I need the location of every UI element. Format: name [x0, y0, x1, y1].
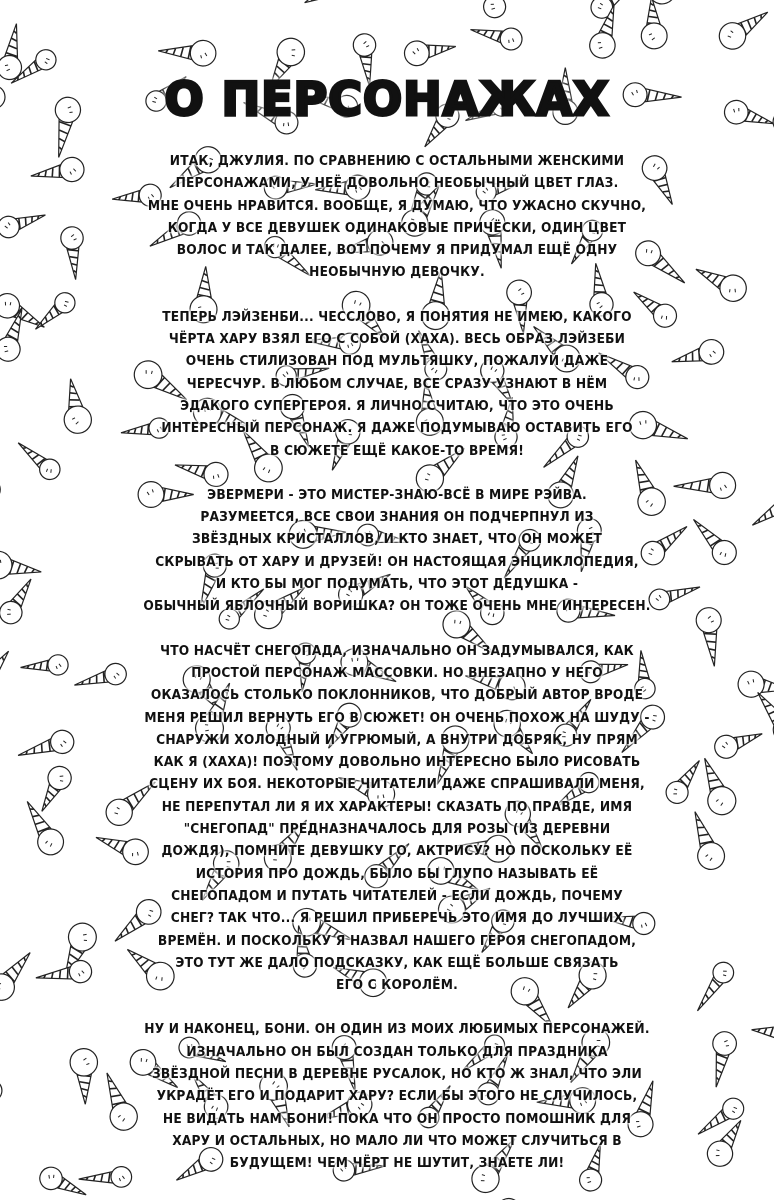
text-line: ХАРУ И ОСТАЛЬНЫХ, НО МАЛО ЛИ ЧТО МОЖЕТ СЛУЧИТЬСЯ В [172, 1132, 622, 1149]
snowball-doodle [0, 549, 43, 585]
snowball-doodle [29, 156, 86, 188]
snowball-doodle [12, 435, 65, 484]
text-line: НЕОБЫЧНУЮ ДЕВОЧКУ. [309, 264, 485, 281]
snowball-doodle [32, 762, 76, 816]
text-line: ДОЖДЯ), ПОМНИТЕ ДЕВУШКУ ГО, АКТРИСУ? НО ПОСКОЛЬКУ ЕЁ [161, 843, 633, 860]
snowball-doodle [0, 573, 41, 628]
text-line: ВРЕМЁН. И ПОСКОЛЬКУ Я НАЗВАЛ НАШЕГО ГЕРОЯ СНЕГОПАДОМ, [157, 932, 637, 949]
text-line: ЭТО ТУТ ЖЕ ДАЛО ПОДСКАЗКУ, КАК ЕЩЁ БОЛЬШЕ СВЯЗАТЬ [175, 954, 619, 971]
article-body [105, 150, 689, 1196]
text-line: ВОЛОС И ТАК ДАЛЕЕ, ВОТ ПОЧЕМУ Я ПРИДУМАЛ ЕЩЁ ОДНУ [176, 242, 618, 259]
paragraph-evermary [105, 484, 689, 618]
snowball-doodle [692, 1094, 748, 1143]
snowball-doodle [20, 654, 69, 677]
text-line: ИНТЕРЕСНЫЙ ПЕРСОНАЖ. Я ДАЖЕ ПОДУМЫВАЮ ОСТАВИТЬ ЕГО [161, 420, 633, 437]
text-line: КАК Я (ХАХА)! ПОЭТОМУ ДОВОЛЬНО ИНТЕРЕСНО БЫЛО РИСОВАТЬ [153, 754, 641, 771]
snowball-doodle [736, 670, 774, 703]
snowball-doodle [0, 475, 3, 510]
text-line: ОЧЕНЬ СТИЛИЗОВАН ПОД МУЛЬТЯШКУ, ПОЖАЛУЙ ДАЖЕ [185, 353, 609, 370]
snowball-doodle [481, 0, 519, 20]
snowball-doodle [0, 1076, 6, 1125]
text-line: СНАРУЖИ ХОЛОДНЫЙ И УГРЮМЫЙ, А ВНУТРИ ДОБРЯК, НУ ПРЯМ [156, 731, 638, 748]
snowball-doodle [639, 0, 668, 50]
snowball-doodle [705, 1030, 739, 1090]
text-line: ЕГО С КОРОЛЁМ. [336, 977, 458, 994]
snowball-doodle [158, 38, 217, 67]
snowball-doodle [689, 958, 738, 1016]
text-line: КОГДА У ВСЕ ДЕВУШЕК ОДИНАКОВЫЕ ПРИЧЁСКИ, ОДИН ЦВЕТ [167, 219, 627, 236]
snowball-doodle [36, 1164, 91, 1200]
snowball-doodle [750, 1018, 774, 1048]
page-title: О ПЕРСОНАЖАХ [164, 72, 610, 126]
text-line: СНЕГ? ТАК ЧТО... Я РЕШИЛ ПРИБЕРЕЧЬ ЭТО ИМЯ ДО ЛУЧШИХ [170, 910, 624, 927]
text-line: БУДУЩЕМ! ЧЕМ ЧЁРТ НЕ ШУТИТ, ЗНАЕТЕ ЛИ! [229, 1155, 565, 1172]
text-line: ЧЁРТА ХАРУ ВЗЯЛ ЕГО С СОБОЙ (ХАХА). ВЕСЬ ОБРАЗ ЛЭЙЗЕБИ [168, 331, 626, 348]
snowball-doodle [0, 944, 40, 1006]
text-line: ЗВЁЗДНЫХ КРИСТАЛЛОВ, И КТО ЗНАЕТ, ЧТО ОН МОЖЕТ [191, 531, 603, 548]
paragraph-plue [105, 1018, 689, 1174]
text-line: В СЮЖЕТЕ ЕЩЁ КАКОЕ-ТО ВРЕМЯ! [269, 442, 525, 459]
snowball-doodle [34, 959, 93, 989]
snowball-doodle [0, 643, 20, 710]
text-line: И КТО БЫ МОГ ПОДУМАТЬ, ЧТО ЭТОТ ДЕДУШКА - [215, 576, 579, 593]
snowball-doodle [747, 488, 774, 534]
snowball-doodle [0, 205, 49, 241]
text-line: НУ И НАКОНЕЦ, БОНИ. ОН ОДИН ИЗ МОИХ ЛЮБИМЫХ ПЕРСОНАЖЕЙ. [144, 1021, 650, 1038]
snowball-doodle [711, 723, 766, 762]
snowball-doodle [57, 376, 93, 435]
text-line: НЕ ПЕРЕПУТАЛ ЛИ Я ИХ ХАРАКТЕРЫ! СКАЗАТЬ ПО ПРАВДЕ, ИМЯ [161, 798, 633, 815]
text-line: СКРЫВАТЬ ОТ ХАРУ И ДРУЗЕЙ! ОН НАСТОЯЩАЯ ЭНЦИКЛОПЕДИЯ, [155, 553, 639, 570]
snowball-doodle [713, 1195, 768, 1200]
text-line: ПРОСТОЙ ПЕРСОНАЖ МАССОВКИ. НО ВНЕЗАПНО У НЕГО [191, 664, 603, 681]
snowball-doodle [695, 606, 727, 668]
text-line: ЗВЁЗДНОЙ ПЕСНИ В ДЕРЕВНЕ РУСАЛОК, НО КТО Ж ЗНАЛ, ЧТО ЭЛИ [152, 1065, 642, 1082]
snowball-doodle [0, 289, 50, 338]
text-line: СЦЕНУ ИХ БОЯ. НЕКОТОРЫЕ ЧИТАТЕЛИ ДАЖЕ СПРАШИВАЛИ МЕНЯ, [149, 776, 645, 793]
text-line: НЕ ВИДАТЬ НАМ БОНИ! ПОКА ЧТО ОН ПРОСТО ПОМОШНИК ДЛЯ [162, 1110, 632, 1127]
text-line: ЧЕРЕСЧУР. В ЛЮБОМ СЛУЧАЕ, ВСЕ СРАЗУ УЗНАЮТ В НЁМ [186, 375, 608, 392]
text-line: ИЗНАЧАЛЬНО ОН БЫЛ СОЗДАН ТОЛЬКО ДЛЯ ПРАЗДНИКА [186, 1043, 608, 1060]
paragraph-lazenby [105, 306, 689, 462]
text-line: ИТАК, ДЖУЛИЯ. ПО СРАВНЕНИЮ С ОСТАЛЬНЫМИ ЖЕНСКИМИ [169, 153, 625, 169]
text-line: ЭДАКОГО СУПЕРГЕРОЯ. Я ЛИЧНО СЧИТАЮ, ЧТО ЭТО ОЧЕНЬ [180, 397, 614, 414]
snowball-doodle [29, 289, 79, 337]
snowball-doodle [299, 0, 362, 15]
text-line: "СНЕГОПАД" ПРЕДНАЗНАЧАЛОСЬ ДЛЯ РОЗЫ (ИЗ ДЕРЕВНИ [183, 821, 611, 838]
text-line: ЭВЕРМЕРИ - ЭТО МИСТЕР-ЗНАЮ-ВСЁ В МИРЕ РЭЙВА. [207, 486, 587, 503]
text-line: УКРАДЁТ ЕГО И ПОДАРИТ ХАРУ? ЕСЛИ БЫ ЭТОГО НЕ СЛУЧИЛОСЬ, [156, 1088, 638, 1105]
snowball-doodle [690, 258, 751, 306]
text-line: МЕНЯ РЕШИЛ ВЕРНУТЬ ЕГО В СЮЖЕТ! ОН ОЧЕНЬ ПОХОЖ НА ШУДУ - [144, 709, 650, 726]
snowball-doodle [403, 34, 458, 67]
text-line: ЧТО НАСЧЁТ СНЕГОПАДА, ИЗНАЧАЛЬНО ОН ЗАДУМЫВАЛСЯ, КАК [160, 642, 634, 659]
snowball-doodle [15, 727, 77, 766]
snowball-doodle [714, 1, 774, 54]
snowball-doodle [70, 1048, 99, 1105]
snowball-doodle [468, 19, 524, 52]
snowball-doodle [60, 226, 87, 281]
text-line: ИСТОРИЯ ПРО ДОЖДЬ, БЫЛО БЫ ГЛУПО НАЗЫВАТЬ ЕЁ [195, 865, 599, 882]
text-line: ОКАЗАЛОСЬ СТОЛЬКО ПОКЛОННИКОВ, ЧТО ДОБРЫЙ АВТОР ВРОДЕ [150, 687, 644, 704]
text-line: СНЕГОПАДОМ И ПУТАТЬ ЧИТАТЕЛЕЙ - ЕСЛИ ДОЖДЬ, ПОЧЕМУ [171, 887, 623, 904]
paragraph-snowfall [105, 640, 689, 997]
text-line: ПЕРСОНАЖАМИ, У НЕЁ ДОВОЛЬНО НЕОБЫЧНЫЙ ЦВЕТ ГЛАЗ. [175, 175, 619, 192]
snowball-doodle [16, 795, 68, 860]
text-line: МНЕ ОЧЕНЬ НРАВИТСЯ. ВООБЩЕ, Я ДУМАЮ, ЧТО УЖАСНО СКУЧНО, [147, 197, 647, 214]
snowball-doodle [682, 807, 728, 873]
paragraph-julia [105, 150, 689, 284]
text-line: ТЕПЕРЬ ЛЭЙЗЕНБИ... ЧЕССЛОВО, Я ПОНЯТИЯ НЕ ИМЕЮ, КАКОГО [162, 308, 632, 325]
snowball-doodle [685, 511, 742, 569]
text-line: ОБЫЧНЫЙ ЯБЛОЧНЫЙ ВОРИШКА? ОН ТОЖЕ ОЧЕНЬ МНЕ ИНТЕРЕСЕН. [143, 598, 651, 615]
text-line: РАЗУМЕЕТСЯ, ВСЕ СВОИ ЗНАНИЯ ОН ПОДЧЕРПНУЛ ИЗ [200, 509, 594, 526]
